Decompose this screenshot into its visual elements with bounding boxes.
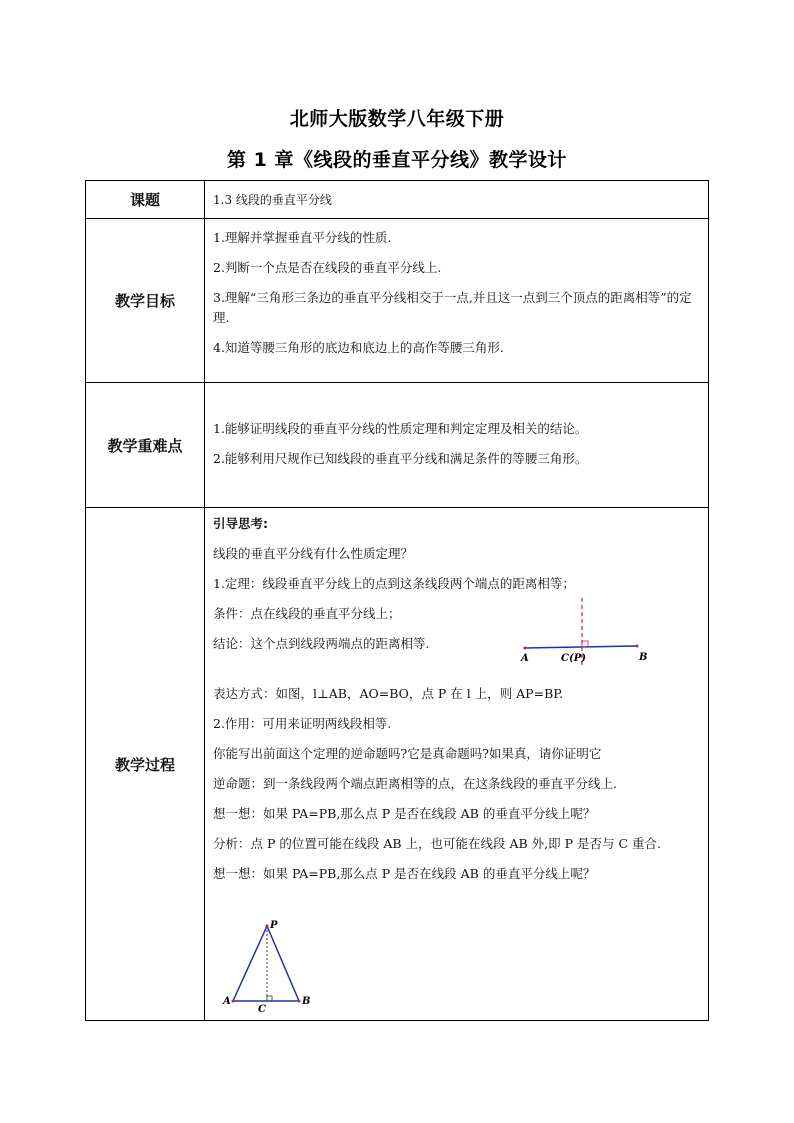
- process-line: 1.定理：线段垂直平分线上的点到这条线段两个端点的距离相等；: [213, 576, 575, 591]
- row-topic: [86, 181, 709, 219]
- process-line: 想一想：如果 PA=PB,那么点 P 是否在线段 AB 的垂直平分线上呢？: [213, 806, 596, 821]
- key-point-item: 1.能够证明线段的垂直平分线的性质定理和判定定理及相关的结论。: [213, 421, 588, 436]
- label-a: A: [521, 653, 529, 664]
- key-points-label: 教学重难点: [86, 383, 205, 508]
- process-line: 你能写出前面这个定理的逆命题吗?它是真命题吗?如果真，请你证明它: [213, 746, 602, 761]
- process-label: 教学过程: [86, 508, 205, 1021]
- label-a: A: [223, 996, 231, 1007]
- segment-pb: [267, 926, 299, 1001]
- segment-pa: [233, 926, 267, 1001]
- process-line: 表达方式：如图，l⊥AB，AO=BO，点 P 在 l 上，则 AP=BP.: [213, 686, 564, 701]
- goal-item: 2.判断一个点是否在线段的垂直平分线上.: [213, 260, 442, 275]
- row-key-points: [86, 383, 709, 508]
- process-line: 条件：点在线段的垂直平分线上；: [213, 606, 401, 621]
- process-line: 逆命题：到一条线段两个端点距离相等的点，在这条线段的垂直平分线上.: [213, 776, 617, 791]
- topic-content: 1.3 线段的垂直平分线: [205, 181, 709, 219]
- document-subtitle: 第 1 章《线段的垂直平分线》教学设计: [227, 149, 567, 171]
- goals-label: 教学目标: [86, 219, 205, 383]
- point-p: [266, 925, 269, 928]
- label-b: B: [302, 996, 311, 1007]
- label-p: P: [270, 920, 278, 931]
- row-goals: [86, 219, 709, 383]
- document-title: 北师大版数学八年级下册: [289, 108, 505, 130]
- point-b: [298, 1000, 301, 1003]
- lesson-plan-table: [85, 180, 709, 1021]
- process-line: 想一想：如果 PA=PB,那么点 P 是否在线段 AB 的垂直平分线上呢？: [213, 866, 596, 881]
- right-angle-mark: [582, 641, 588, 647]
- key-point-item: 2.能够利用尺规作已知线段的垂直平分线和满足条件的等腰三角形。: [213, 451, 588, 466]
- row-process: [86, 508, 709, 1021]
- goal-item: 4.知道等腰三角形的底边和底边上的高作等腰三角形.: [213, 340, 504, 355]
- topic-label: 课题: [86, 181, 205, 219]
- process-content: [205, 508, 709, 1021]
- point-a: [524, 647, 527, 650]
- goal-item: 3.理解“三角形三条边的垂直平分线相交于一点,并且这一点到三个顶点的距离相等”的定理.: [213, 290, 692, 325]
- segment-ab: [525, 646, 637, 648]
- label-cp: C(P): [561, 653, 586, 664]
- process-line: 2.作用：可用来证明两线段相等.: [213, 716, 392, 731]
- key-points-content: [205, 383, 709, 508]
- process-heading: 引导思考:: [213, 516, 268, 531]
- process-line: 结论：这个点到线段两端点的距离相等.: [213, 636, 430, 651]
- point-b: [636, 645, 639, 648]
- goals-content: [205, 219, 709, 383]
- label-b: B: [639, 652, 648, 663]
- process-line: 线段的垂直平分线有什么性质定理？: [213, 546, 414, 561]
- label-c: C: [258, 1004, 266, 1013]
- point-a: [232, 1000, 235, 1003]
- goal-item: 1.理解并掌握垂直平分线的性质.: [213, 230, 392, 245]
- perpendicular-bisector-figure: [513, 596, 648, 666]
- process-line: 分析：点 P 的位置可能在线段 AB 上，也可能在线段 AB 外,即 P 是否与 C 重合.: [213, 836, 661, 851]
- isosceles-triangle-figure: [213, 918, 323, 1013]
